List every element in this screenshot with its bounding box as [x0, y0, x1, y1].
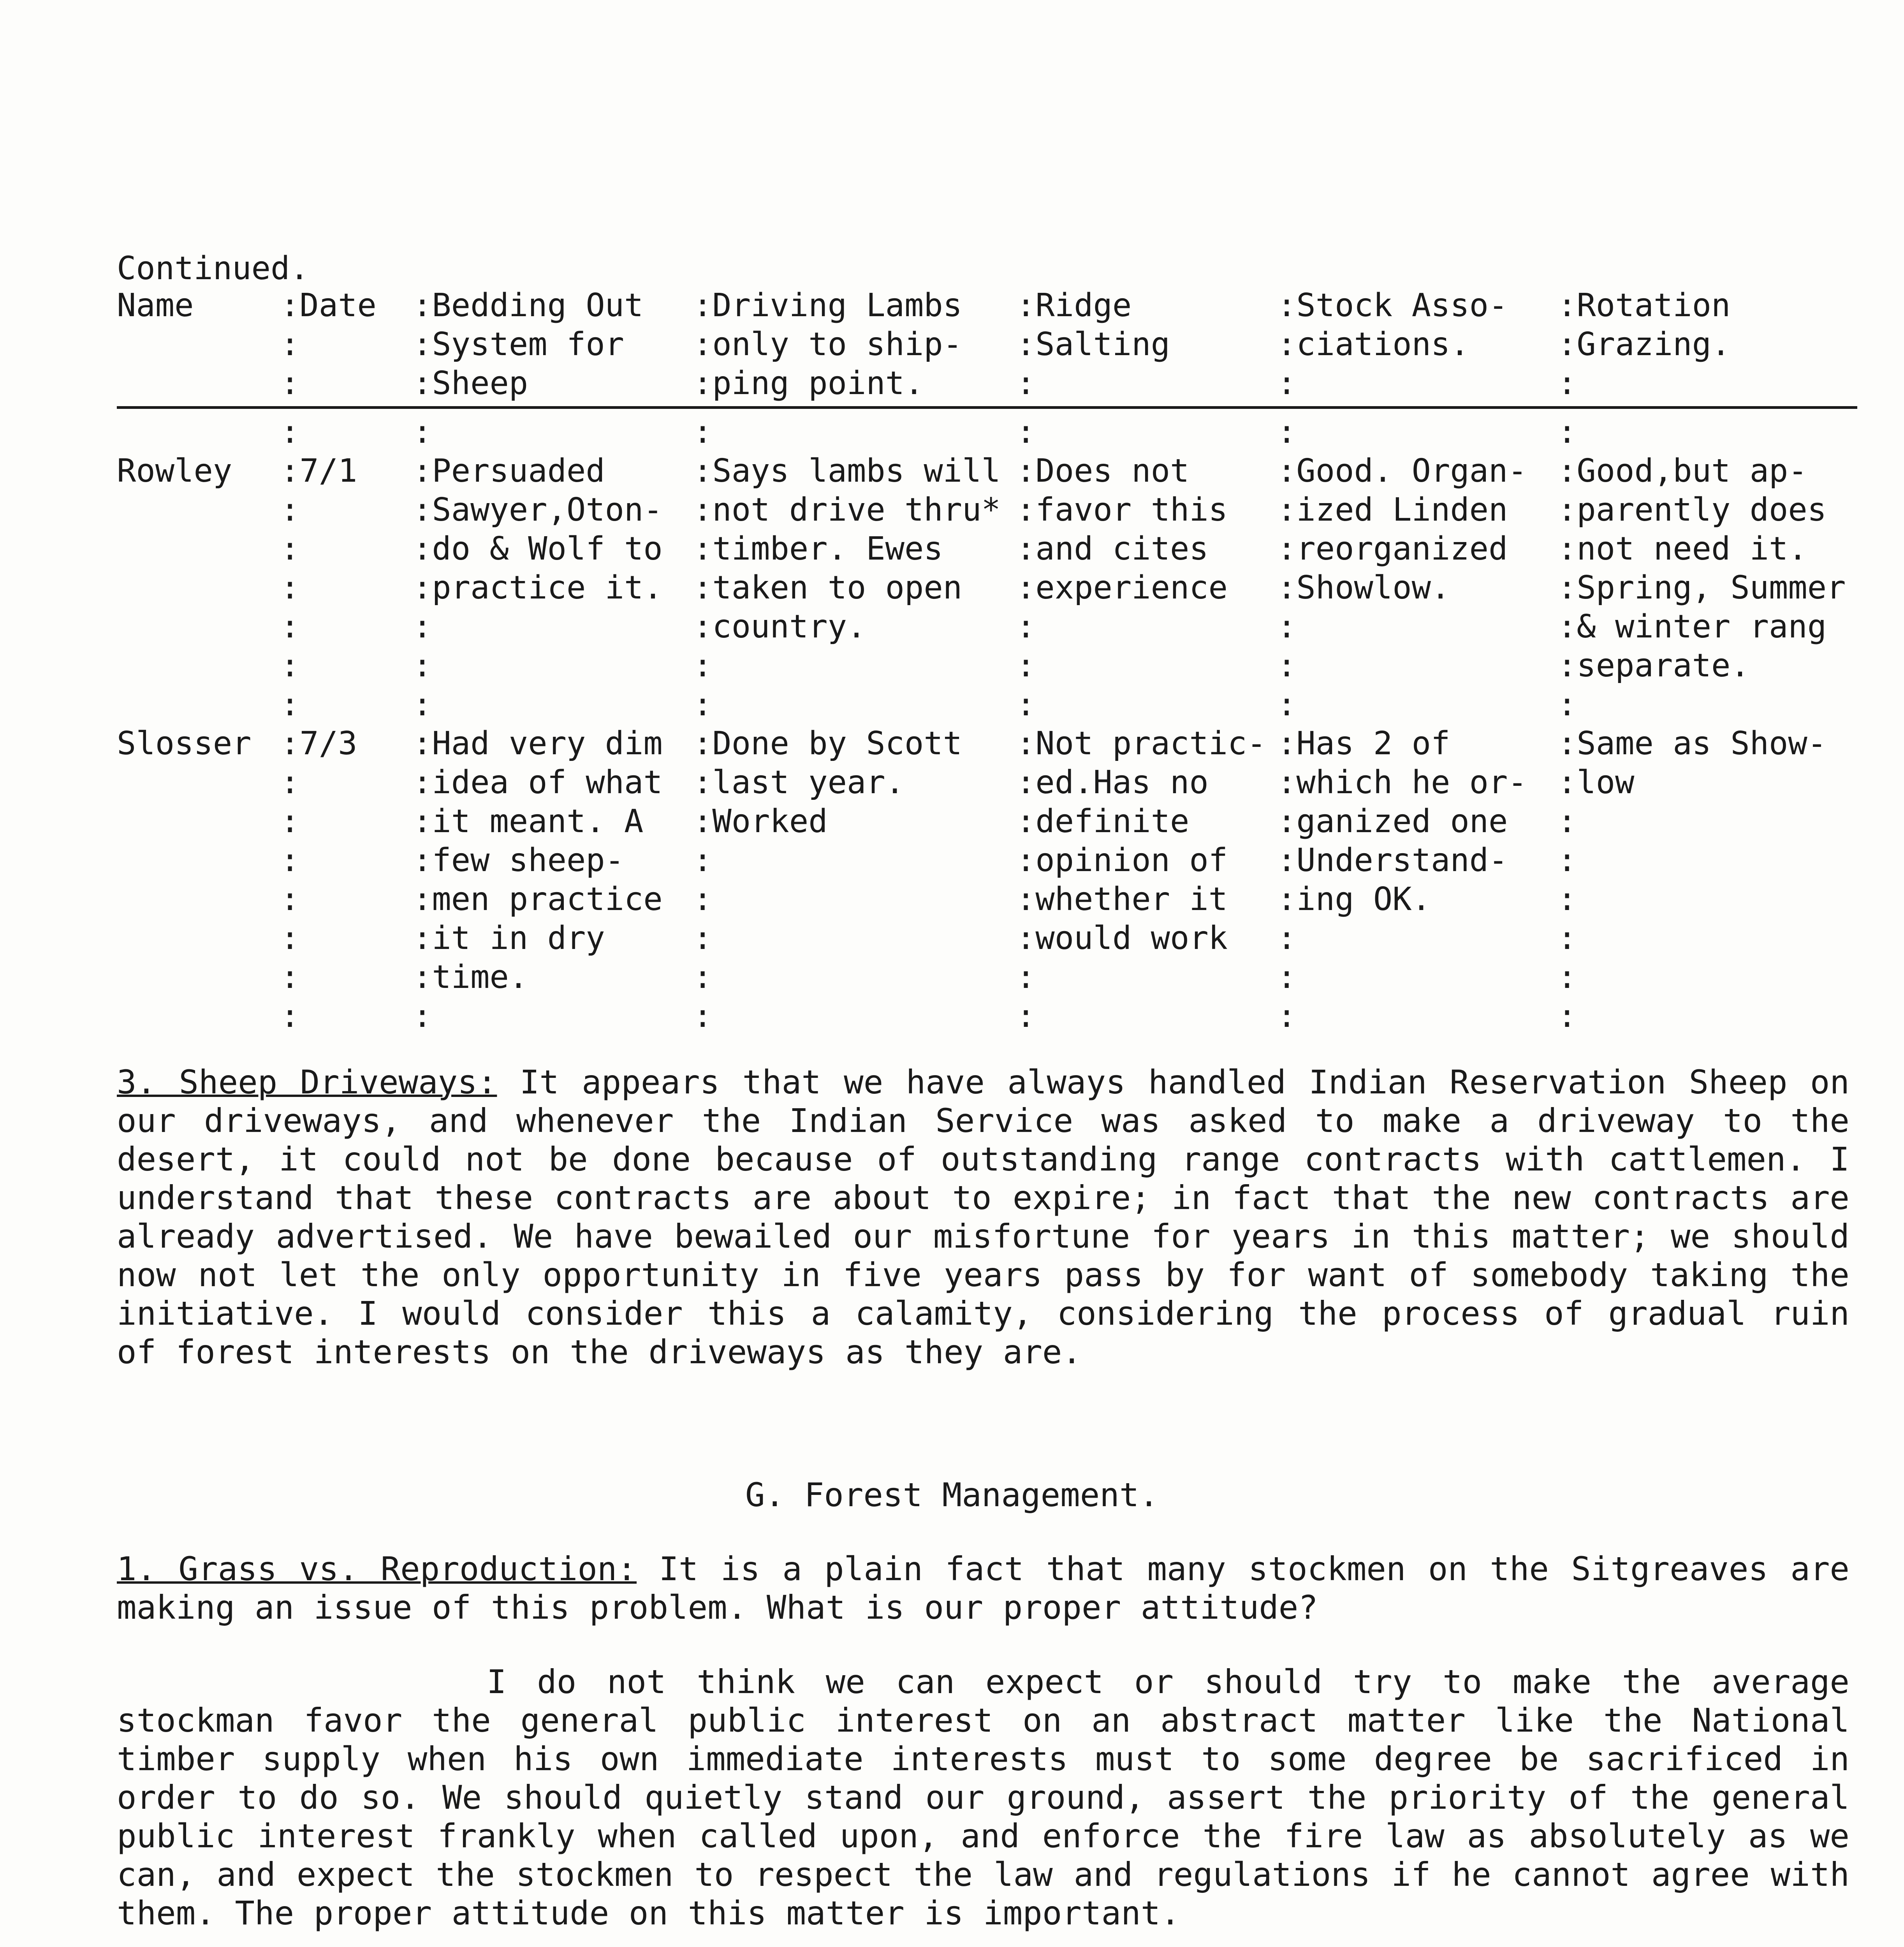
- table-cell: :taken to open: [693, 569, 963, 606]
- table-cell: :: [1557, 881, 1577, 918]
- table-cell: :: [280, 414, 300, 451]
- table-cell: Slosser: [117, 725, 252, 762]
- table-cell: :Showlow.: [1277, 569, 1450, 606]
- table-row: [117, 530, 1857, 569]
- table-cell: :: [280, 326, 300, 363]
- table-cell: :Spring, Summer: [1557, 569, 1846, 606]
- table-cell: :men practice: [413, 881, 663, 918]
- table-cell: :Persuaded: [413, 452, 605, 489]
- table-cell: :: [1557, 920, 1577, 957]
- table-cell: :separate.: [1557, 647, 1750, 684]
- table-header-row: [117, 286, 1857, 325]
- table-cell: :Understand-: [1277, 842, 1508, 879]
- table-cell: :last year.: [693, 764, 905, 801]
- table-cell: :Good. Organ-: [1277, 452, 1527, 489]
- table-cell: :: [280, 491, 300, 528]
- table-cell: :: [1277, 608, 1297, 645]
- table-cell: :: [413, 998, 432, 1035]
- table-cell: :7/1: [280, 452, 357, 489]
- table-row: [117, 569, 1857, 607]
- table-cell: :reorganized: [1277, 530, 1508, 567]
- table-row: [117, 491, 1857, 530]
- table-cell: :Driving Lambs: [693, 287, 963, 324]
- table-cell: :: [693, 998, 713, 1035]
- table-cell: :: [1277, 365, 1297, 402]
- table-cell: :: [280, 920, 300, 957]
- table-cell: :practice it.: [413, 569, 663, 606]
- table-cell: :opinion of: [1016, 842, 1228, 879]
- table-cell: :: [413, 686, 432, 723]
- table-cell: :: [1277, 686, 1297, 723]
- table-cell: :Had very dim: [413, 725, 663, 762]
- table-cell: :only to ship-: [693, 326, 963, 363]
- table-cell: :: [280, 647, 300, 684]
- table-cell: :: [280, 959, 300, 996]
- table-cell: :: [693, 647, 713, 684]
- table-cell: :& winter rang: [1557, 608, 1827, 645]
- grass-reproduction-paragraph-2: [117, 1663, 1849, 1933]
- table-cell: :Sawyer,Oton-: [413, 491, 663, 528]
- table-cell: :which he or-: [1277, 764, 1527, 801]
- table-cell: :low: [1557, 764, 1635, 801]
- table-cell: [117, 880, 280, 919]
- table-cell: :: [693, 842, 713, 879]
- table-spacer-row: [117, 413, 1857, 452]
- table-cell: [117, 530, 280, 569]
- table-cell: :Rotation: [1557, 287, 1731, 324]
- table-row: [117, 763, 1857, 802]
- table-row: [117, 919, 1857, 958]
- table-cell: :whether it: [1016, 881, 1228, 918]
- table-cell: :Grazing.: [1557, 326, 1731, 363]
- table-cell: :: [280, 842, 300, 879]
- table-cell: :: [1557, 959, 1577, 996]
- table-cell: :: [280, 608, 300, 645]
- table-header-row: [117, 325, 1857, 364]
- table-cell: [117, 646, 280, 685]
- sheep-driveways-paragraph: [117, 1063, 1849, 1371]
- table-cell: :: [1277, 920, 1297, 957]
- table-cell: [117, 958, 280, 997]
- table-cell: :Salting: [1016, 326, 1170, 363]
- table-cell: :ed.Has no: [1016, 764, 1209, 801]
- sheep-driveways-text: It appears that we have always handled Indian Reservation Sheep on our driveways, and whenever the Indian Service was asked to make a driveway to the desert, it could not be done because of outstanding range contracts with cattlemen. I understand that these contracts are about to expire; in fact that the new contracts are already advertised. We have bewailed our misfortune for years in this matter; we should now not let the only opportunity in five years pass by for want of somebody taking the initiative. I would consider this a calamity, considering the process of gradual ruin of forest interests on the driveways as they are.: [117, 1063, 1850, 1371]
- table-body: [117, 413, 1857, 1036]
- table-cell: [117, 841, 280, 880]
- table-cell: :: [280, 365, 300, 402]
- table-cell: :: [280, 764, 300, 801]
- table-cell: :do & Wolf to: [413, 530, 663, 567]
- table-cell: :: [1016, 365, 1036, 402]
- table-cell: :not drive thru*: [693, 491, 1001, 528]
- table-cell: :: [1557, 686, 1577, 723]
- table-cell: :Date: [280, 287, 377, 324]
- table-cell: [117, 364, 280, 403]
- table-row: [117, 841, 1857, 880]
- table-row: [117, 802, 1857, 841]
- table-cell: :experience: [1016, 569, 1228, 606]
- grazing-table: [117, 286, 1857, 1036]
- table-cell: [117, 491, 280, 530]
- table-cell: :: [1557, 842, 1577, 879]
- table-header-rule: [117, 406, 1857, 409]
- table-cell: Rowley: [117, 452, 232, 489]
- table-cell: [117, 802, 280, 841]
- table-cell: :Not practic-: [1016, 725, 1266, 762]
- grass-reproduction-paragraph: [117, 1550, 1849, 1627]
- table-spacer-row: [117, 685, 1857, 724]
- table-spacer-row: [117, 997, 1857, 1036]
- table-cell: :idea of what: [413, 764, 663, 801]
- table-cell: :: [413, 414, 432, 451]
- table-cell: :not need it.: [1557, 530, 1807, 567]
- table-cell: :: [693, 959, 713, 996]
- table-cell: :timber. Ewes: [693, 530, 943, 567]
- table-header: [117, 286, 1857, 403]
- table-cell: :definite: [1016, 803, 1190, 840]
- table-cell: :time.: [413, 959, 528, 996]
- table-cell: [117, 685, 280, 724]
- table-cell: :: [280, 881, 300, 918]
- table-cell: :: [693, 881, 713, 918]
- table-cell: :: [1277, 647, 1297, 684]
- table-cell: :: [1016, 414, 1036, 451]
- table-cell: :country.: [693, 608, 866, 645]
- table-cell: :: [1277, 998, 1297, 1035]
- table-cell: :Worked: [693, 803, 828, 840]
- grass-reproduction-text-2: I do not think we can expect or should try to make the average stockman favor the general public interest on an abstract matter like the National timber supply when his own immediate interests must to some degree be sacrificed in order to do so. We should quietly stand our ground, assert the priority of the general public interest frankly when called upon, and enforce the fire law as absolutely as we can, and expect the stockmen to respect the law and regulations if he cannot agree with them. The proper attitude on this matter is important.: [117, 1663, 1849, 1932]
- table-cell: :: [1016, 959, 1036, 996]
- continued-label: Continued.: [117, 250, 309, 287]
- table-cell: :: [1557, 803, 1577, 840]
- table-cell: :it in dry: [413, 920, 605, 957]
- table-cell: :: [1016, 608, 1036, 645]
- table-cell: :few sheep-: [413, 842, 625, 879]
- table-cell: :Good,but ap-: [1557, 452, 1807, 489]
- table-cell: Name: [117, 287, 194, 324]
- table-cell: :: [1016, 647, 1036, 684]
- table-row: [117, 607, 1857, 646]
- table-cell: :: [1557, 998, 1577, 1035]
- table-cell: [117, 997, 280, 1036]
- table-cell: :: [693, 414, 713, 451]
- table-cell: :: [280, 686, 300, 723]
- table-cell: :: [1277, 414, 1297, 451]
- table-cell: :Ridge: [1016, 287, 1132, 324]
- table-cell: [117, 607, 280, 646]
- table-cell: :ing OK.: [1277, 881, 1431, 918]
- table-row: [117, 646, 1857, 685]
- table-cell: :: [413, 608, 432, 645]
- table-row: [117, 958, 1857, 997]
- table-row: [117, 880, 1857, 919]
- table-cell: :: [1277, 959, 1297, 996]
- table-cell: :ized Linden: [1277, 491, 1508, 528]
- table-cell: :: [1016, 998, 1036, 1035]
- table-cell: :System for: [413, 326, 625, 363]
- table-cell: :7/3: [280, 725, 357, 762]
- table-cell: :: [1557, 365, 1577, 402]
- table-cell: :: [280, 803, 300, 840]
- table-cell: :Same as Show-: [1557, 725, 1827, 762]
- table-cell: :: [413, 647, 432, 684]
- table-cell: :ganized one: [1277, 803, 1508, 840]
- table-cell: :: [693, 920, 713, 957]
- table-cell: :would work: [1016, 920, 1228, 957]
- table-cell: :: [280, 998, 300, 1035]
- table-cell: :it meant. A: [413, 803, 644, 840]
- grass-reproduction-heading: 1. Grass vs. Reproduction:: [117, 1550, 637, 1588]
- table-cell: [117, 569, 280, 607]
- table-cell: [117, 763, 280, 802]
- table-cell: :ping point.: [693, 365, 924, 402]
- table-cell: :: [280, 569, 300, 606]
- grass-reproduction-text: It is a plain fact that many stockmen on the Sitgreaves are making an issue of this problem. What is our proper attitude?: [117, 1550, 1850, 1627]
- table-cell: [117, 413, 280, 452]
- table-cell: :Stock Asso-: [1277, 287, 1508, 324]
- table-cell: :Does not: [1016, 452, 1190, 489]
- table-cell: :favor this: [1016, 491, 1228, 528]
- table-cell: :: [280, 530, 300, 567]
- table-cell: :: [1557, 414, 1577, 451]
- table-cell: :Says lambs will: [693, 452, 1001, 489]
- table-header-row: [117, 364, 1857, 403]
- table-row: [117, 724, 1857, 763]
- table-cell: :ciations.: [1277, 326, 1469, 363]
- table-cell: :Bedding Out: [413, 287, 644, 324]
- table-cell: :parently does: [1557, 491, 1827, 528]
- table-cell: [117, 325, 280, 364]
- sheep-driveways-heading: 3. Sheep Driveways:: [117, 1063, 497, 1101]
- table-cell: :: [1016, 686, 1036, 723]
- table-cell: :: [693, 686, 713, 723]
- table-cell: :and cites: [1016, 530, 1209, 567]
- table-row: [117, 452, 1857, 491]
- section-g-heading: G. Forest Management.: [745, 1476, 1159, 1514]
- table-cell: :Sheep: [413, 365, 528, 402]
- table-cell: [117, 919, 280, 958]
- table-cell: :Has 2 of: [1277, 725, 1450, 762]
- table-cell: :Done by Scott: [693, 725, 963, 762]
